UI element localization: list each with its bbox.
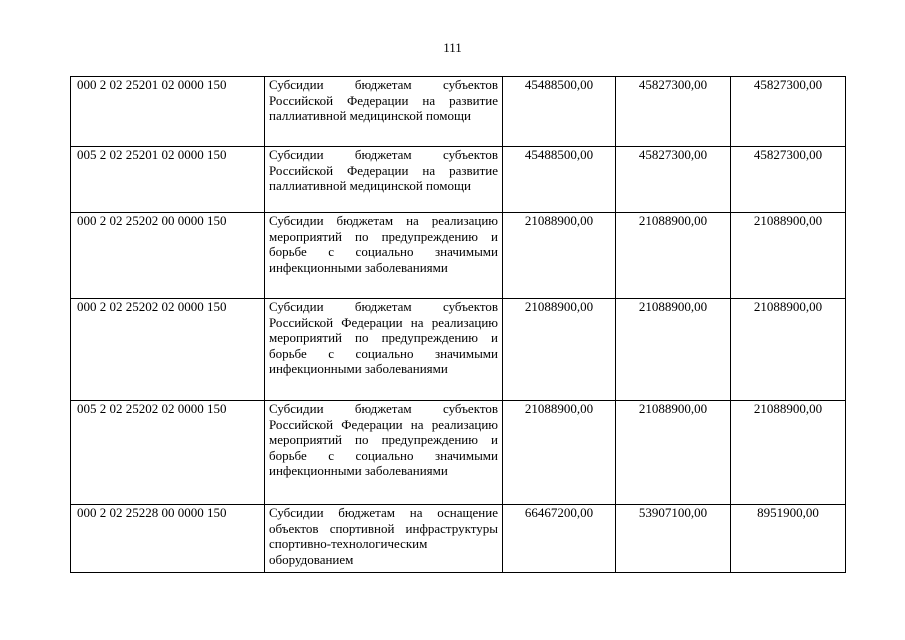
budget-code-cell: 000 2 02 25202 02 0000 150: [71, 299, 265, 401]
amount-cell-3: 8951900,00: [731, 505, 846, 573]
description-cell: Субсидии бюджетам на реализацию мероприятий по предупреждению и борьбе с социально значимыми инфекционными заболеваниями: [265, 213, 503, 299]
amount-cell-2: 45827300,00: [616, 77, 731, 147]
amount-cell-1: 21088900,00: [503, 213, 616, 299]
amount-cell-3: 45827300,00: [731, 77, 846, 147]
budget-code-cell: 005 2 02 25202 02 0000 150: [71, 401, 265, 505]
budget-code-cell: 000 2 02 25201 02 0000 150: [71, 77, 265, 147]
table-row: [71, 401, 846, 505]
table-row: [71, 505, 846, 573]
description-cell: Субсидии бюджетам субъектов Российской Федерации на реализацию мероприятий по предупреждению и борьбе с социально значимыми инфекционными заболеваниями: [265, 401, 503, 505]
table-row: [71, 213, 846, 299]
amount-cell-3: 21088900,00: [731, 299, 846, 401]
amount-cell-1: 45488500,00: [503, 77, 616, 147]
description-cell: Субсидии бюджетам субъектов Российской Федерации на развитие паллиативной медицинской помощи: [265, 77, 503, 147]
amount-cell-1: 66467200,00: [503, 505, 616, 573]
amount-cell-1: 45488500,00: [503, 147, 616, 213]
table-row: [71, 299, 846, 401]
amount-cell-2: 53907100,00: [616, 505, 731, 573]
description-cell: Субсидии бюджетам субъектов Российской Федерации на развитие паллиативной медицинской помощи: [265, 147, 503, 213]
amount-cell-3: 45827300,00: [731, 147, 846, 213]
budget-code-cell: 005 2 02 25201 02 0000 150: [71, 147, 265, 213]
amount-cell-2: 21088900,00: [616, 299, 731, 401]
budget-table: [70, 76, 846, 573]
amount-cell-3: 21088900,00: [731, 213, 846, 299]
budget-code-cell: 000 2 02 25228 00 0000 150: [71, 505, 265, 573]
amount-cell-2: 21088900,00: [616, 401, 731, 505]
amount-cell-1: 21088900,00: [503, 401, 616, 505]
budget-code-cell: 000 2 02 25202 00 0000 150: [71, 213, 265, 299]
table-row: [71, 147, 846, 213]
description-cell: Субсидии бюджетам субъектов Российской Федерации на реализацию мероприятий по предупреждению и борьбе с социально значимыми инфекционными заболеваниями: [265, 299, 503, 401]
amount-cell-1: 21088900,00: [503, 299, 616, 401]
description-cell: Субсидии бюджетам на оснащение объектов спортивной инфраструктуры спортивно-технологическим оборудованием: [265, 505, 503, 573]
amount-cell-2: 45827300,00: [616, 147, 731, 213]
amount-cell-3: 21088900,00: [731, 401, 846, 505]
page-number: 111: [443, 40, 462, 55]
amount-cell-2: 21088900,00: [616, 213, 731, 299]
table-row: [71, 77, 846, 147]
